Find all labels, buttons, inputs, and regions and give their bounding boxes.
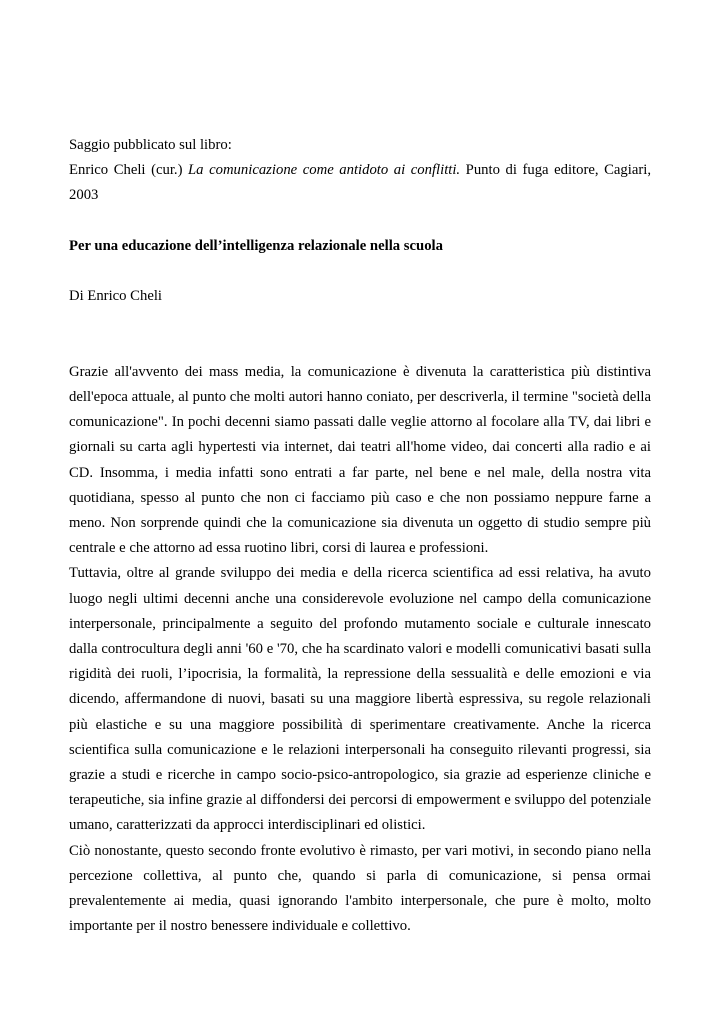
document-page bbox=[69, 133, 651, 939]
citation bbox=[69, 158, 651, 208]
spacer bbox=[69, 309, 651, 359]
spacer bbox=[69, 259, 651, 284]
citation-author: Enrico Cheli (cur.) bbox=[69, 162, 189, 179]
byline: Di Enrico Cheli bbox=[69, 288, 163, 305]
citation-title: La comunicazione come antidoto ai conflitti. bbox=[188, 162, 461, 179]
essay-title: Per una educazione dell’intelligenza relazionale nella scuola bbox=[69, 237, 443, 254]
spacer bbox=[69, 209, 651, 234]
body-paragraph-3: Ciò nonostante, questo secondo fronte evolutivo è rimasto, per vari motivi, in secondo piano nella percezione collettiva, al punto che, quando si parla di comunicazione, si pensa ormai prevalentemente ai media, quasi ignorando l'ambito interpersonale, che pure è molto, molto importante per il nostro benessere individuale e collettivo. bbox=[69, 842, 651, 935]
body-paragraph-1: Grazie all'avvento dei mass media, la comunicazione è divenuta la caratteristica più distintiva dell'epoca attuale, al punto che molti autori hanno coniato, per descriverla, il termine "società della comunicazione". In pochi decenni siamo passati dalle veglie attorno al focolare alla TV, dai libri e giornali su carta agli hypertesti via internet, dai teatri all'home video, dai concerti alla radio e ai CD. Insomma, i media infatti sono entrati a far parte, nel bene e nel male, della nostra vita quotidiana, spesso al punto che non ci facciamo più caso e che non possiamo neppure farne a meno. Non sorprende quindi che la comunicazione sia divenuta un oggetto di studio sempre più centrale e che attorno ad essa ruotino libri, corsi di laurea e professioni. bbox=[69, 363, 651, 557]
publication-note: Saggio pubblicato sul libro: bbox=[69, 137, 232, 153]
citation-publisher: Punto di fuga editore, Cagiari, 2003 bbox=[69, 162, 651, 204]
body-paragraph-2: Tuttavia, oltre al grande sviluppo dei media e della ricerca scientifica ad essi relativa, ha avuto luogo negli ultimi decenni anche una considerevole evoluzione nel campo della comunicazione interpersonale, principalmente a seguito del profondo mutamento sociale e culturale innescato dalla controcultura degli anni '60 e '70, che ha scardinato valori e modelli comunicativi basati sulla rigidità dei ruoli, l’ipocrisia, la formalità, la repressione della sessualità e delle emozioni e via dicendo, affermandone di nuovi, basati su una maggiore libertà espressiva, su regole relazionali più elastiche e su una maggiore possibilità di sperimentare creativamente. Anche la ricerca scientifica sulla comunicazione e le relazioni interpersonali ha conseguito rilevanti progressi, sia grazie a studi e ricerche in campo socio-psico-antropologico, sia grazie ad esperienze cliniche e terapeutiche, sia infine grazie al diffondersi dei percorsi di empowerment e sviluppo del potenziale umano, caratterizzati da approcci interdisciplinari ed olistici. bbox=[69, 565, 651, 834]
